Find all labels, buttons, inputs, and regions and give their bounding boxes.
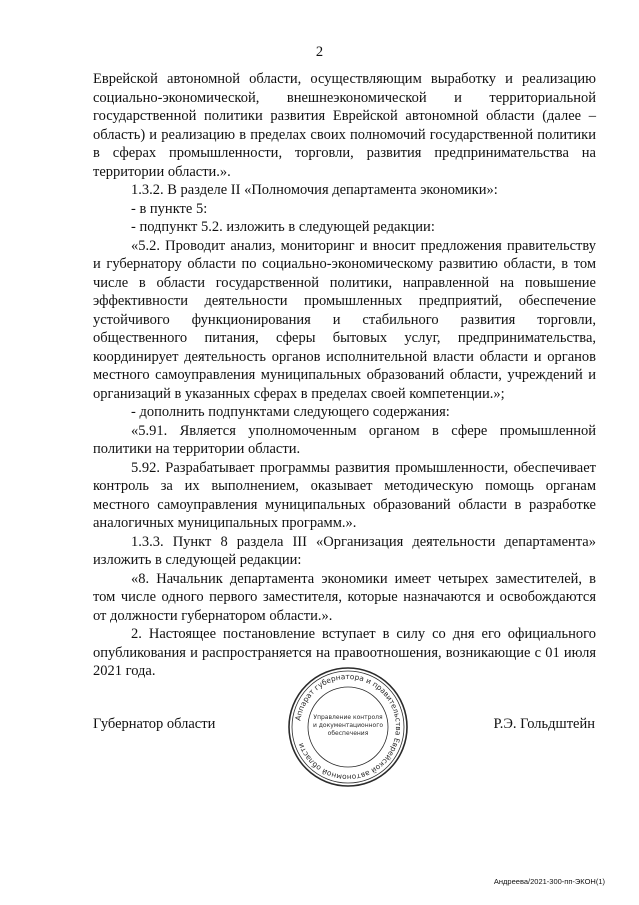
- document-body: [93, 70, 596, 681]
- page-number: 2: [315, 44, 324, 60]
- paragraph: - в пункте 5:: [131, 200, 208, 217]
- paragraph: 1.3.2. В разделе II «Полномочия департамента экономики»:: [131, 182, 498, 198]
- paragraph: Еврейской автономной области, осуществляющим выработку и реализацию социально-экономической, внешнеэкономической и территориальной государственной политики развития Еврейской автономной области (далее – область) и реализацию в пределах своих полномочий государственной политики в сферах промышленности, торговли, развития предпринимательства на территории области.».: [93, 71, 596, 180]
- paragraph: 2. Настоящее постановление вступает в силу со дня его официального опубликования и распространяется на правоотношения, возникающие с 01 июля 2021 года.: [93, 626, 596, 679]
- paragraph: «8. Начальник департамента экономики имеет четырех заместителей, в том числе одного первого заместителя, которые назначаются и освобождаются от должности губернатором области.».: [93, 570, 596, 624]
- svg-text:Управление контроляи документа: Управление контроля и документационного обеспечения: [312, 714, 384, 737]
- signature-position: Губернатор области: [93, 716, 216, 732]
- paragraph: 5.92. Разрабатывает программы развития промышленности, обеспечивает контроль за их выполнением, оказывает методическую помощь органам местного самоуправления муниципальных образований области в разработке аналогичных муниципальных программ.».: [93, 459, 596, 531]
- paragraph: «5.2. Проводит анализ, мониторинг и вносит предложения правительству и губернатору области по социально-экономическому развитию области, в том числе в области государственной политики, направленной на повышение эффективности деятельности промышленных предприятий, обеспечение устойчивого функционирования и стабильного развития торговли, общественного питания, сферы бытовых услуг, предпринимательства, координирует деятельность органов исполнительной власти области и органов местного самоуправления муниципальных образований области, учреждений и организаций в указанных сферах в пределах своей компетенции.»;: [93, 237, 596, 402]
- document-reference: Андреева/2021-300-пп-ЭКОН(1): [493, 877, 605, 886]
- paragraph: 1.3.3. Пункт 8 раздела III «Организация деятельности департамента» изложить в следующей редакции:: [93, 533, 596, 568]
- paragraph: - дополнить подпунктами следующего содержания:: [131, 404, 450, 420]
- paragraph: - подпункт 5.2. изложить в следующей редакции:: [131, 219, 435, 235]
- official-seal: [287, 666, 409, 788]
- signature-name: Р.Э. Гольдштейн: [493, 716, 595, 732]
- svg-text:Аппарат губернатора и правител: Аппарат губернатора и правительства Еврейской автономной области: [293, 671, 404, 783]
- paragraph: «5.91. Является уполномоченным органом в сфере промышленной политики на территории области.: [93, 422, 596, 457]
